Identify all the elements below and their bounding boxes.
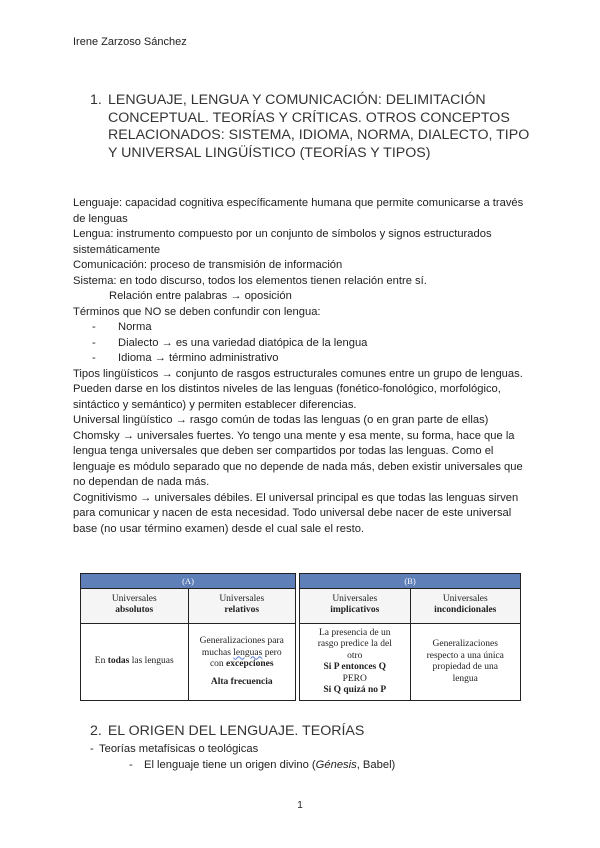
table-b-columns (300, 588, 520, 624)
table-b-header: (B) (300, 574, 520, 588)
section-2-title: EL ORIGEN DEL LENGUAJE. TEORÍAS (107, 723, 365, 739)
cognitivismo-paragraph: Cognitivismo → universales débiles. El universal principal es que todas las lenguas sirven para comunicar y nacen de esta necesidad. Todo universal debe nacer de este universal base (no usar término examen) desde el cual sale el resto. (73, 491, 519, 535)
list-item-dialecto: - Dialecto → es una variedad diatópica de la lengua (73, 336, 533, 352)
def-sistema: Sistema: en todo discurso, todos los elementos tienen relación entre sí. (73, 274, 427, 287)
def-universal: Universal lingüístico → rasgo común de todas las lenguas (o en gran parte de ellas) (73, 414, 489, 426)
table-b-cell-implicativos: La presencia de un rasgo predice la del otro Si P entonces Q PERO Si Q quizá no P (317, 627, 392, 695)
universals-table-b (299, 573, 521, 701)
list-item-norma: - Norma (73, 320, 533, 336)
list-item-teorias-metafisicas: - Teorías metafísicas o teológicas (73, 741, 533, 757)
list-item-idioma: - Idioma → término administrativo (73, 351, 533, 367)
chomsky-paragraph: Chomsky → universales fuertes. Yo tengo una mente y esa mente, su forma, hace que la lengua tenga universales que deben ser compartidos por todas las lenguas. Como el lenguaje es módulo separado que no depende de nada más, deben existir universales que no dependan de nada más. (73, 429, 523, 488)
def-lengua: Lengua: instrumento compuesto por un conjunto de símbolos y signos estructurados sistemáticamente (73, 228, 492, 256)
table-b-col-incondicionales: Universales incondicionales (410, 589, 521, 623)
page-number: 1 (297, 800, 303, 811)
terminos-intro: Términos que NO se deben confundir con lengua: (73, 305, 321, 318)
relacion-palabras: Relación entre palabras → oposición (109, 290, 292, 302)
table-a-row (81, 624, 295, 700)
def-lenguaje: Lenguaje: capacidad cognitiva específicamente humana que permite comunicarse a través de lenguas (73, 197, 524, 225)
table-a-col-absolutos: Universales absolutos (81, 589, 188, 623)
table-b-row (300, 624, 520, 700)
table-b-cell-incondicionales: Generalizaciones respecto a una única propiedad de una lengua (410, 624, 521, 700)
table-b-col-implicativos: Universales implicativos (300, 589, 410, 623)
def-tipos: Tipos lingüísticos → conjunto de rasgos estructurales comunes entre un grupo de lenguas. Pueden darse en los distintos niveles de las lenguas (fonético-fonológico, morfológico, sintáctico y semántico) y permiten establecer diferencias. (73, 367, 523, 411)
table-a-columns (81, 588, 295, 624)
section-1-body (73, 196, 533, 537)
universals-table-a (80, 573, 296, 701)
table-a-header: (A) (81, 574, 295, 588)
author-name: Irene Zarzoso Sánchez (73, 36, 187, 48)
section-2-list (73, 741, 533, 773)
def-comunicacion: Comunicación: proceso de transmisión de información (73, 259, 343, 271)
section-2-number: 2. (90, 723, 102, 739)
section-1-heading (90, 92, 530, 162)
section-2-heading (90, 723, 364, 739)
table-a-col-relativos: Universales relativos (188, 589, 296, 623)
section-1-title: LENGUAJE, LENGUA Y COMUNICACIÓN: DELIMITACIÓN CONCEPTUAL. TEORÍAS Y CRÍTICAS. OTROS CONCEPTOS RELACIONADOS: SISTEMA, IDIOMA, NORMA, DIALECTO, TIPO Y UNIVERSAL LINGÜÍSTICO (TEORÍAS Y TIPOS) (108, 92, 530, 161)
table-a-cell-absolutos: En todas las lenguas (94, 656, 174, 667)
list-item-origen-divino: - El lenguaje tiene un origen divino (Génesis, Babel) (73, 757, 533, 773)
section-1-number: 1. (90, 92, 102, 108)
table-a-cell-relativos: Generalizaciones para muchas lenguas pero con excepciones Alta frecuencia (188, 624, 296, 700)
